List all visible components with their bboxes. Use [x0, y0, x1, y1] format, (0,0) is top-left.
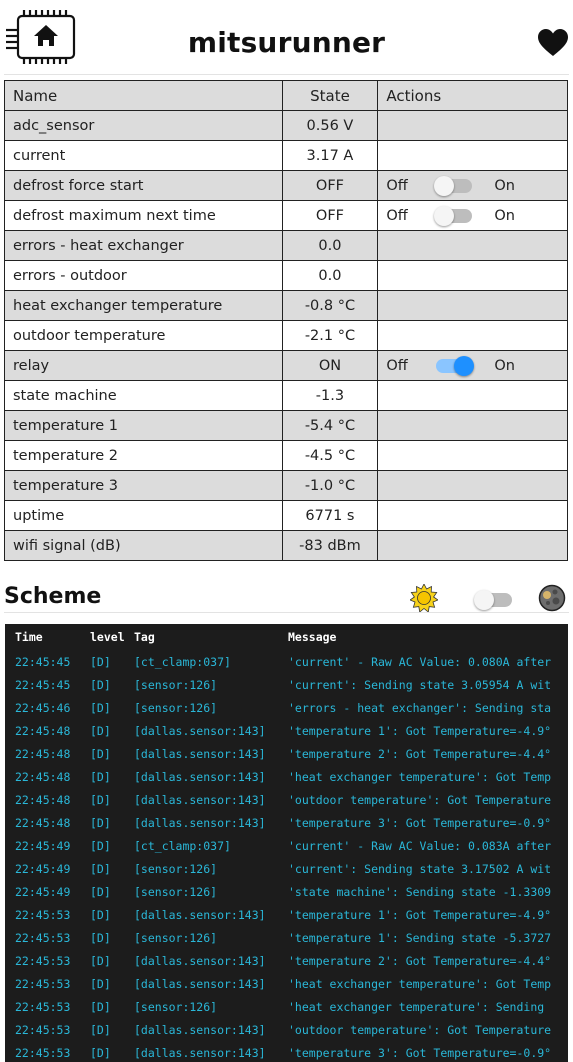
- column-header-actions: Actions: [378, 81, 568, 111]
- table-row: [5, 141, 568, 171]
- log-time: 22:45:48: [15, 746, 71, 761]
- header-divider: [4, 74, 569, 75]
- log-table: [5, 624, 551, 1062]
- log-tag: [dallas.sensor:143]: [134, 769, 266, 784]
- log-time: 22:45:49: [15, 861, 71, 876]
- log-level: [D]: [90, 654, 111, 669]
- entity-state: -2.1 °C: [282, 321, 378, 351]
- log-level: [D]: [90, 1045, 111, 1060]
- log-header-row: [5, 624, 551, 650]
- toggle-switch[interactable]: [436, 179, 472, 193]
- entity-state: -4.5 °C: [282, 441, 378, 471]
- log-level: [D]: [90, 723, 111, 738]
- log-message: 'current': Sending state 3.17502 A wit: [288, 861, 552, 876]
- log-level: [D]: [90, 884, 111, 899]
- entity-actions: [378, 531, 568, 561]
- log-level: [D]: [90, 815, 111, 830]
- log-header-tag: Tag: [134, 630, 155, 644]
- log-row: [5, 972, 551, 995]
- log-message: 'current': Sending state 3.05954 A wit: [288, 677, 552, 692]
- entity-state: -1.3: [282, 381, 378, 411]
- log-time: 22:45:49: [15, 838, 71, 853]
- toggle-on-label: On: [494, 177, 515, 194]
- header: [0, 0, 573, 76]
- log-time: 22:45:45: [15, 677, 71, 692]
- log-time: 22:45:48: [15, 815, 71, 830]
- log-tag: [sensor:126]: [134, 930, 218, 945]
- log-level: [D]: [90, 746, 111, 761]
- log-level: [D]: [90, 976, 111, 991]
- log-message: 'temperature 1': Got Temperature=-4.9°: [288, 907, 552, 922]
- table-row: [5, 411, 568, 441]
- log-row: [5, 811, 551, 834]
- log-level: [D]: [90, 953, 111, 968]
- scheme-divider: [4, 612, 569, 613]
- entity-name: temperature 1: [5, 411, 283, 441]
- entity-actions: [378, 411, 568, 441]
- page-title: mitsurunner: [187, 26, 386, 59]
- entity-state: 0.0: [282, 261, 378, 291]
- toggle-off-label: Off: [386, 177, 408, 194]
- log-message: 'temperature 1': Sending state -5.3727: [288, 930, 552, 945]
- entity-name: relay: [5, 351, 283, 381]
- log-tag: [ct_clamp:037]: [134, 654, 231, 669]
- log-time: 22:45:53: [15, 999, 71, 1014]
- log-level: [D]: [90, 1022, 111, 1037]
- table-row: [5, 231, 568, 261]
- entity-name: uptime: [5, 501, 283, 531]
- log-time: 22:45:53: [15, 953, 71, 968]
- entity-actions: [378, 321, 568, 351]
- log-message: 'current' - Raw AC Value: 0.080A after: [288, 654, 552, 669]
- log-row: [5, 995, 551, 1018]
- entity-actions: [378, 141, 568, 171]
- toggle-on-label: On: [494, 207, 515, 224]
- table-row: [5, 291, 568, 321]
- toggle-knob: [434, 206, 454, 226]
- table-row: [5, 501, 568, 531]
- log-header-level: level: [90, 630, 125, 644]
- log-tag: [dallas.sensor:143]: [134, 815, 266, 830]
- entity-actions: [378, 171, 568, 201]
- log-row: [5, 903, 551, 926]
- log-tag: [dallas.sensor:143]: [134, 723, 266, 738]
- toggle-control: [386, 352, 559, 380]
- entity-name: wifi signal (dB): [5, 531, 283, 561]
- log-time: 22:45:53: [15, 907, 71, 922]
- entity-name: errors - outdoor: [5, 261, 283, 291]
- scheme-title: Scheme: [4, 584, 102, 609]
- entity-name: defrost maximum next time: [5, 201, 283, 231]
- log-tag: [sensor:126]: [134, 861, 218, 876]
- entity-actions: [378, 261, 568, 291]
- log-tag: [sensor:126]: [134, 884, 218, 899]
- table-header-row: [5, 81, 568, 111]
- log-message: 'temperature 2': Got Temperature=-4.4°: [288, 953, 552, 968]
- entity-actions: [378, 501, 568, 531]
- log-row: [5, 857, 551, 880]
- entity-state: OFF: [282, 201, 378, 231]
- toggle-knob: [434, 176, 454, 196]
- log-time: 22:45:48: [15, 723, 71, 738]
- log-row: [5, 696, 551, 719]
- table-row: [5, 171, 568, 201]
- log-time: 22:45:46: [15, 700, 71, 715]
- log-level: [D]: [90, 861, 111, 876]
- entity-name: state machine: [5, 381, 283, 411]
- toggle-switch[interactable]: [436, 359, 472, 373]
- moon-icon: [538, 584, 566, 612]
- log-level: [D]: [90, 769, 111, 784]
- log-tag: [sensor:126]: [134, 999, 218, 1014]
- entity-state: 0.56 V: [282, 111, 378, 141]
- entity-state: 3.17 A: [282, 141, 378, 171]
- log-message: 'current' - Raw AC Value: 0.083A after: [288, 838, 552, 853]
- log-time: 22:45:49: [15, 884, 71, 899]
- entity-name: defrost force start: [5, 171, 283, 201]
- log-tag: [dallas.sensor:143]: [134, 1045, 266, 1060]
- log-time: 22:45:48: [15, 792, 71, 807]
- log-panel[interactable]: [5, 624, 568, 1062]
- entity-name: current: [5, 141, 283, 171]
- log-header-time: Time: [15, 630, 43, 644]
- entity-name: temperature 2: [5, 441, 283, 471]
- table-row: [5, 111, 568, 141]
- entity-actions: [378, 291, 568, 321]
- log-level: [D]: [90, 700, 111, 715]
- entity-actions: [378, 441, 568, 471]
- log-time: 22:45:53: [15, 976, 71, 991]
- log-message: 'temperature 3': Got Temperature=-0.9°: [288, 815, 552, 830]
- log-row: [5, 788, 551, 811]
- log-time: 22:45:48: [15, 769, 71, 784]
- entity-name: outdoor temperature: [5, 321, 283, 351]
- toggle-knob: [454, 356, 474, 376]
- log-message: 'errors - heat exchanger': Sending sta: [288, 700, 552, 715]
- log-level: [D]: [90, 677, 111, 692]
- log-tag: [sensor:126]: [134, 700, 218, 715]
- entity-actions: [378, 381, 568, 411]
- log-level: [D]: [90, 930, 111, 945]
- log-row: [5, 1041, 551, 1062]
- log-tag: [dallas.sensor:143]: [134, 953, 266, 968]
- log-row: [5, 949, 551, 972]
- log-header-message: Message: [288, 630, 337, 644]
- toggle-switch[interactable]: [436, 209, 472, 223]
- log-tag: [dallas.sensor:143]: [134, 1022, 266, 1037]
- log-tag: [dallas.sensor:143]: [134, 746, 266, 761]
- table-row: [5, 201, 568, 231]
- entity-actions: [378, 351, 568, 381]
- log-message: 'temperature 2': Got Temperature=-4.4°: [288, 746, 552, 761]
- column-header-name: Name: [5, 81, 283, 111]
- entity-state: ON: [282, 351, 378, 381]
- table-row: [5, 381, 568, 411]
- table-row: [5, 321, 568, 351]
- table-row: [5, 531, 568, 561]
- sun-icon: [410, 584, 438, 612]
- log-level: [D]: [90, 907, 111, 922]
- log-row: [5, 673, 551, 696]
- table-row: [5, 471, 568, 501]
- log-row: [5, 834, 551, 857]
- toggle-on-label: On: [494, 357, 515, 374]
- log-message: 'heat exchanger temperature': Sending: [288, 999, 545, 1014]
- toggle-control: [386, 172, 559, 200]
- toggle-off-label: Off: [386, 357, 408, 374]
- log-message: 'outdoor temperature': Got Temperature: [288, 1022, 552, 1037]
- theme-toggle[interactable]: [476, 593, 512, 607]
- log-level: [D]: [90, 838, 111, 853]
- log-tag: [sensor:126]: [134, 677, 218, 692]
- toggle-off-label: Off: [386, 207, 408, 224]
- log-message: 'heat exchanger temperature': Got Temp: [288, 976, 552, 991]
- table-row: [5, 351, 568, 381]
- log-row: [5, 926, 551, 949]
- entity-state: -1.0 °C: [282, 471, 378, 501]
- log-message: 'state machine': Sending state -1.3309: [288, 884, 552, 899]
- theme-toggle-knob: [474, 590, 494, 610]
- log-time: 22:45:45: [15, 654, 71, 669]
- log-row: [5, 650, 551, 673]
- log-tag: [dallas.sensor:143]: [134, 907, 266, 922]
- entity-actions: [378, 111, 568, 141]
- entity-state: 6771 s: [282, 501, 378, 531]
- log-level: [D]: [90, 999, 111, 1014]
- log-message: 'temperature 1': Got Temperature=-4.9°: [288, 723, 552, 738]
- entity-name: temperature 3: [5, 471, 283, 501]
- table-row: [5, 261, 568, 291]
- log-level: [D]: [90, 792, 111, 807]
- toggle-control: [386, 202, 559, 230]
- heart-icon[interactable]: [537, 28, 569, 58]
- entity-actions: [378, 471, 568, 501]
- entity-name: adc_sensor: [5, 111, 283, 141]
- entity-state: -83 dBm: [282, 531, 378, 561]
- log-tag: [ct_clamp:037]: [134, 838, 231, 853]
- entity-state: -5.4 °C: [282, 411, 378, 441]
- log-tag: [dallas.sensor:143]: [134, 792, 266, 807]
- log-row: [5, 1018, 551, 1041]
- entity-state: -0.8 °C: [282, 291, 378, 321]
- log-row: [5, 719, 551, 742]
- table-row: [5, 441, 568, 471]
- entity-state: OFF: [282, 171, 378, 201]
- log-message: 'heat exchanger temperature': Got Temp: [288, 769, 552, 784]
- entity-name: heat exchanger temperature: [5, 291, 283, 321]
- log-row: [5, 765, 551, 788]
- column-header-state: State: [282, 81, 378, 111]
- log-tag: [dallas.sensor:143]: [134, 976, 266, 991]
- log-message: 'temperature 3': Got Temperature=-0.9°: [288, 1045, 552, 1060]
- entity-table: [4, 80, 568, 561]
- entity-actions: [378, 201, 568, 231]
- entity-name: errors - heat exchanger: [5, 231, 283, 261]
- entity-state: 0.0: [282, 231, 378, 261]
- entity-actions: [378, 231, 568, 261]
- log-time: 22:45:53: [15, 1045, 71, 1060]
- log-time: 22:45:53: [15, 930, 71, 945]
- log-message: 'outdoor temperature': Got Temperature: [288, 792, 552, 807]
- log-time: 22:45:53: [15, 1022, 71, 1037]
- log-row: [5, 880, 551, 903]
- log-row: [5, 742, 551, 765]
